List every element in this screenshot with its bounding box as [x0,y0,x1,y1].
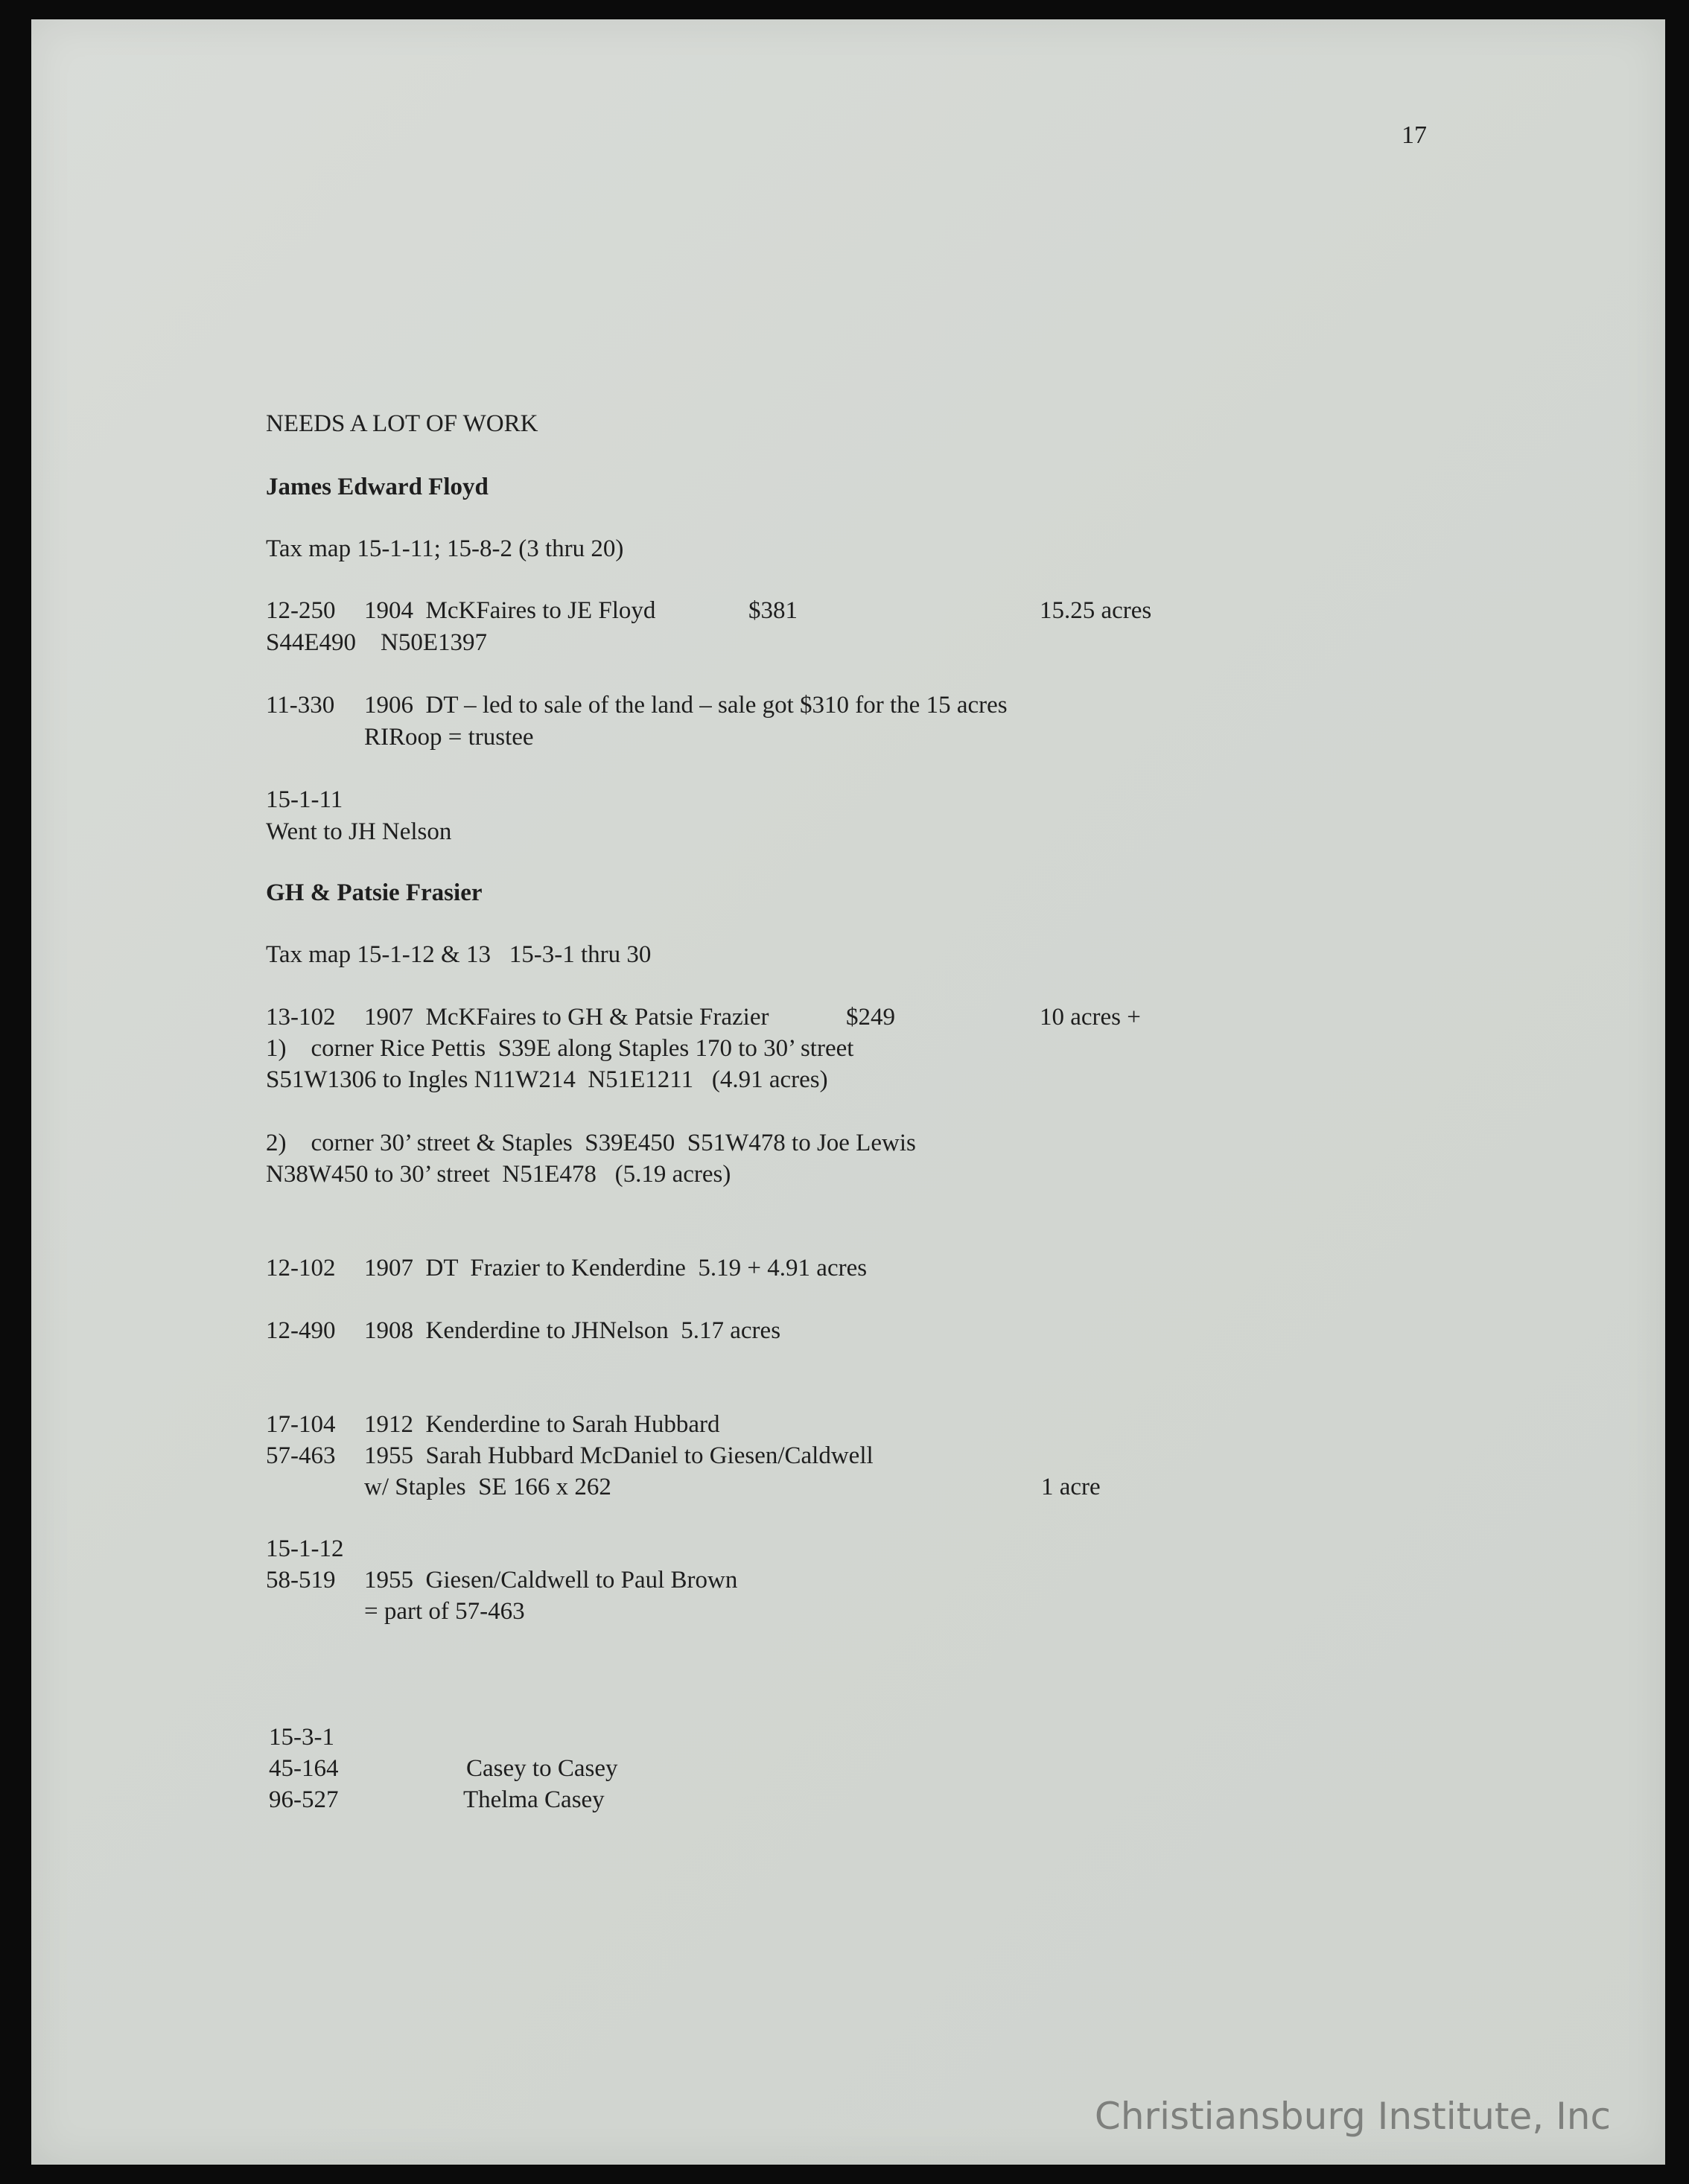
deed-description: 1) corner Rice Pettis S39E along Staples 170 to 30’ street [266,1035,854,1062]
watermark: Christiansburg Institute, Inc [1094,2095,1611,2138]
deed-price: $381 [748,597,798,624]
deed-text: 1907 McKFaires to GH & Patsie Frazier [364,1004,769,1031]
deed-description: 2) corner 30’ street & Staples S39E450 S51W478 to Joe Lewis [266,1130,916,1156]
deed-text: Casey to Casey [466,1755,618,1782]
section-heading-floyd: James Edward Floyd [266,474,489,500]
tax-map-floyd: Tax map 15-1-11; 15-8-2 (3 thru 20) [266,535,624,562]
deed-ref: 11-330 [266,692,335,719]
tax-map-frasier: Tax map 15-1-12 & 13 15-3-1 thru 30 [266,941,652,968]
page-number: 17 [1402,121,1427,149]
deed-description: N38W450 to 30’ street N51E478 (5.19 acres) [266,1161,731,1188]
parcel-ref: 15-3-1 [269,1724,334,1751]
deed-text: 1904 McKFaires to JE Floyd [364,597,656,624]
deed-text: 1907 DT Frazier to Kenderdine 5.19 + 4.91 acres [364,1255,868,1282]
deed-acres: 1 acre [1041,1474,1101,1500]
work-note: NEEDS A LOT OF WORK [266,410,538,437]
deed-subline: = part of 57-463 [364,1598,525,1625]
deed-text: Went to JH Nelson [266,818,452,845]
deed-ref: 13-102 [266,1004,336,1031]
deed-subline: w/ Staples SE 166 x 262 [364,1474,611,1500]
deed-text: Thelma Casey [463,1786,605,1813]
deed-description: S51W1306 to Ingles N11W214 N51E1211 (4.91 acres) [266,1066,828,1093]
deed-text: 1912 Kenderdine to Sarah Hubbard [364,1411,720,1438]
section-heading-frasier: GH & Patsie Frasier [266,879,483,906]
deed-ref: 12-490 [266,1317,336,1344]
deed-ref: 12-250 [266,597,336,624]
deed-acres: 10 acres + [1040,1004,1141,1031]
deed-ref: 12-102 [266,1255,336,1282]
deed-ref: 96-527 [269,1786,339,1813]
deed-ref: 17-104 [266,1411,336,1438]
deed-text: 1908 Kenderdine to JHNelson 5.17 acres [364,1317,781,1344]
deed-text: 1906 DT – led to sale of the land – sale got $310 for the 15 acres [364,692,1008,719]
deed-bearings: S44E490 N50E1397 [266,629,487,656]
parcel-ref: 15-1-11 [266,786,343,813]
deed-ref: 57-463 [266,1442,336,1469]
deed-text: 1955 Giesen/Caldwell to Paul Brown [364,1567,738,1594]
deed-acres: 15.25 acres [1040,597,1152,624]
deed-text: 1955 Sarah Hubbard McDaniel to Giesen/Caldwell [364,1442,874,1469]
deed-ref: 58-519 [266,1567,336,1594]
parcel-ref: 15-1-12 [266,1535,344,1562]
deed-subline: RIRoop = trustee [364,724,534,751]
deed-price: $249 [846,1004,895,1031]
deed-ref: 45-164 [269,1755,339,1782]
